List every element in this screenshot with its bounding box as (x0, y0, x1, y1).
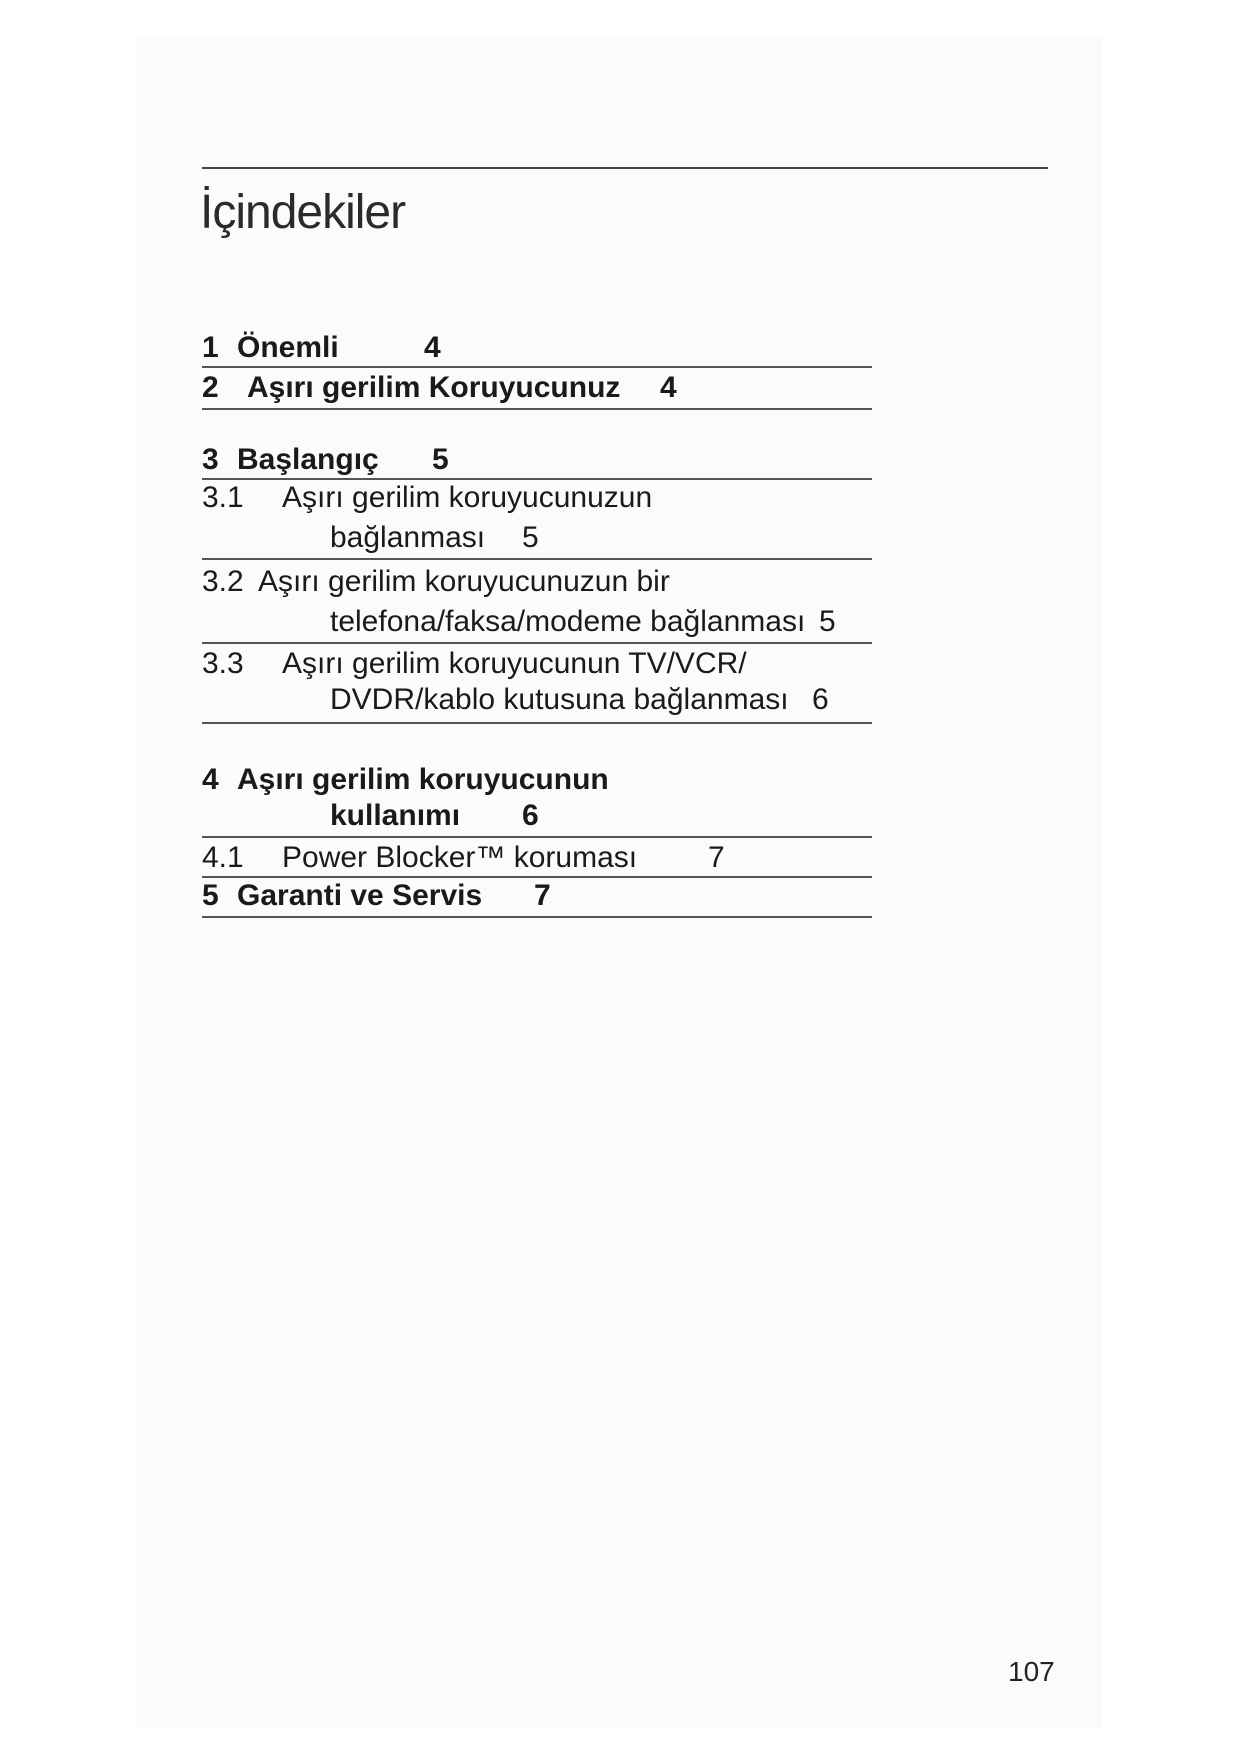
toc-entry-number: 5 (202, 879, 219, 912)
toc-entry-title-line2: bağlanması (330, 521, 486, 554)
toc-entry-number: 3 (202, 443, 219, 476)
toc-entry-number: 4 (202, 763, 219, 796)
toc-entry-3-3[interactable] (202, 644, 872, 724)
toc-entry-3-1[interactable] (202, 480, 872, 560)
toc-entry-5[interactable] (202, 878, 872, 918)
toc-entry-page: 7 (708, 841, 725, 874)
toc-entry-page: 6 (812, 683, 829, 716)
toc-entry-title: Aşırı gerilim Koruyucunuz (247, 371, 621, 404)
toc-entry-page: 6 (522, 799, 539, 832)
toc-entry-title: Garanti ve Servis (237, 879, 483, 912)
toc-entry-4-1[interactable] (202, 838, 872, 878)
toc-entry-page: 4 (424, 331, 441, 364)
toc-entry-title-line1: Aşırı gerilim koruyucunuzun bir (258, 565, 670, 598)
toc-entry-title-line1: Aşırı gerilim koruyucunun TV/VCR/ (282, 647, 747, 680)
toc-entry-page: 4 (660, 371, 677, 404)
toc-entry-title: Başlangıç (237, 443, 379, 476)
page-title: İçindekiler (200, 186, 406, 239)
page-number: 107 (1008, 1656, 1055, 1687)
toc-entry-1[interactable] (202, 330, 872, 368)
toc-entry-title-line2: DVDR/kablo kutusuna bağlanması (330, 683, 789, 716)
toc-entry-title: Önemli (237, 331, 339, 364)
table-of-contents (202, 330, 872, 918)
toc-entry-2[interactable] (202, 368, 872, 410)
toc-entry-number: 3.3 (202, 647, 244, 680)
toc-entry-number: 3.1 (202, 481, 244, 514)
toc-entry-number: 3.2 (202, 565, 244, 598)
toc-entry-page: 5 (819, 605, 836, 638)
top-rule (202, 167, 1048, 169)
toc-entry-title-line2: telefona/faksa/modeme bağlanması (330, 605, 806, 638)
toc-entry-title-line1: Aşırı gerilim koruyucunuzun (282, 481, 653, 514)
toc-entry-number: 2 (202, 371, 219, 404)
toc-entry-number: 1 (202, 331, 219, 364)
toc-entry-title-line1: Aşırı gerilim koruyucunun (237, 763, 609, 796)
toc-entry-number: 4.1 (202, 841, 244, 874)
toc-entry-3[interactable] (202, 442, 872, 480)
toc-entry-title-line2: kullanımı (330, 799, 461, 832)
toc-entry-page: 7 (534, 879, 551, 912)
toc-entry-3-2[interactable] (202, 560, 872, 644)
toc-entry-page: 5 (522, 521, 539, 554)
toc-entry-4[interactable] (202, 762, 872, 838)
toc-entry-page: 5 (432, 443, 449, 476)
toc-entry-title: Power Blocker™ koruması (282, 841, 638, 874)
